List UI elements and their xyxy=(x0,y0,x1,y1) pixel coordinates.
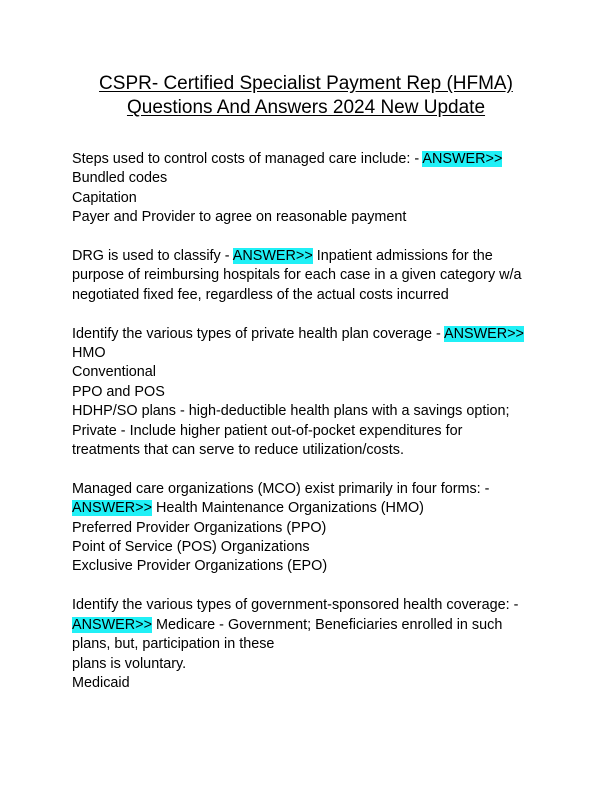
qa-text: Capitation xyxy=(72,189,137,206)
qa-text: Identify the various types of private health plan coverage - xyxy=(72,325,444,342)
qa-text: plans, but, participation in these xyxy=(72,636,275,653)
qa-text: Bundled codes xyxy=(72,170,168,187)
title-line-2: Questions And Answers 2024 New Update xyxy=(126,97,486,118)
qa-line xyxy=(72,286,540,305)
qa-line xyxy=(72,557,540,576)
qa-line xyxy=(72,519,540,538)
answer-highlight: ANSWER>> xyxy=(72,616,152,633)
qa-text: plans is voluntary. xyxy=(72,655,187,672)
title-line-1: CSPR- Certified Specialist Payment Rep (HFMA) xyxy=(99,73,513,94)
qa-text: HDHP/SO plans - high-deductible health plans with a savings option; xyxy=(72,403,510,420)
answer-highlight: ANSWER>> xyxy=(72,500,152,517)
qa-text: Medicare - Government; Beneficiaries enrolled in such xyxy=(151,616,503,633)
qa-text: treatments that can serve to reduce utilization/costs. xyxy=(72,442,404,459)
qa-line xyxy=(72,402,540,421)
qa-line xyxy=(72,674,540,693)
qa-line xyxy=(72,635,540,654)
qa-line xyxy=(72,596,540,615)
qa-text: Preferred Provider Organizations (PPO) xyxy=(72,519,327,536)
qa-line xyxy=(72,363,540,382)
qa-line xyxy=(72,325,540,344)
qa-line xyxy=(72,538,540,557)
qa-text: HMO xyxy=(72,345,106,362)
qa-line xyxy=(72,499,540,518)
answer-highlight: ANSWER>> xyxy=(232,248,313,265)
qa-text: Point of Service (POS) Organizations xyxy=(72,539,310,556)
answer-highlight: ANSWER>> xyxy=(443,325,524,342)
qa-item xyxy=(72,325,540,461)
qa-text: Payer and Provider to agree on reasonable payment xyxy=(72,209,407,226)
qa-line xyxy=(72,655,540,674)
qa-text: Medicaid xyxy=(72,674,130,691)
qa-text: Inpatient admissions for the xyxy=(312,248,493,265)
qa-text: purpose of reimbursing hospitals for each case in a given category w/a xyxy=(72,267,522,284)
qa-list xyxy=(72,150,540,693)
document-title xyxy=(72,72,540,120)
qa-line xyxy=(72,383,540,402)
qa-item xyxy=(72,596,540,693)
qa-line xyxy=(72,344,540,363)
qa-item xyxy=(72,247,540,305)
qa-text: Steps used to control costs of managed care include: - xyxy=(72,151,423,167)
qa-line xyxy=(72,150,540,169)
qa-line xyxy=(72,422,540,441)
qa-line xyxy=(72,208,540,227)
qa-line xyxy=(72,266,540,285)
qa-line xyxy=(72,247,540,266)
qa-line xyxy=(72,616,540,635)
qa-line xyxy=(72,441,540,460)
qa-text: Identify the various types of government-sponsored health coverage: - xyxy=(72,597,519,614)
qa-line xyxy=(72,189,540,208)
qa-text: Conventional xyxy=(72,364,157,381)
qa-text: negotiated fixed fee, regardless of the actual costs incurred xyxy=(72,286,449,303)
qa-text: Private - Include higher patient out-of-pocket expenditures for xyxy=(72,422,463,439)
qa-text: DRG is used to classify - xyxy=(72,248,233,265)
answer-highlight: ANSWER>> xyxy=(422,151,503,167)
qa-text: PPO and POS xyxy=(72,383,165,400)
qa-line xyxy=(72,480,540,499)
qa-line xyxy=(72,169,540,188)
qa-item xyxy=(72,480,540,577)
qa-text: Health Maintenance Organizations (HMO) xyxy=(151,500,424,517)
qa-text: Exclusive Provider Organizations (EPO) xyxy=(72,558,328,575)
qa-text: Managed care organizations (MCO) exist primarily in four forms: - xyxy=(72,480,490,497)
qa-item xyxy=(72,150,540,228)
